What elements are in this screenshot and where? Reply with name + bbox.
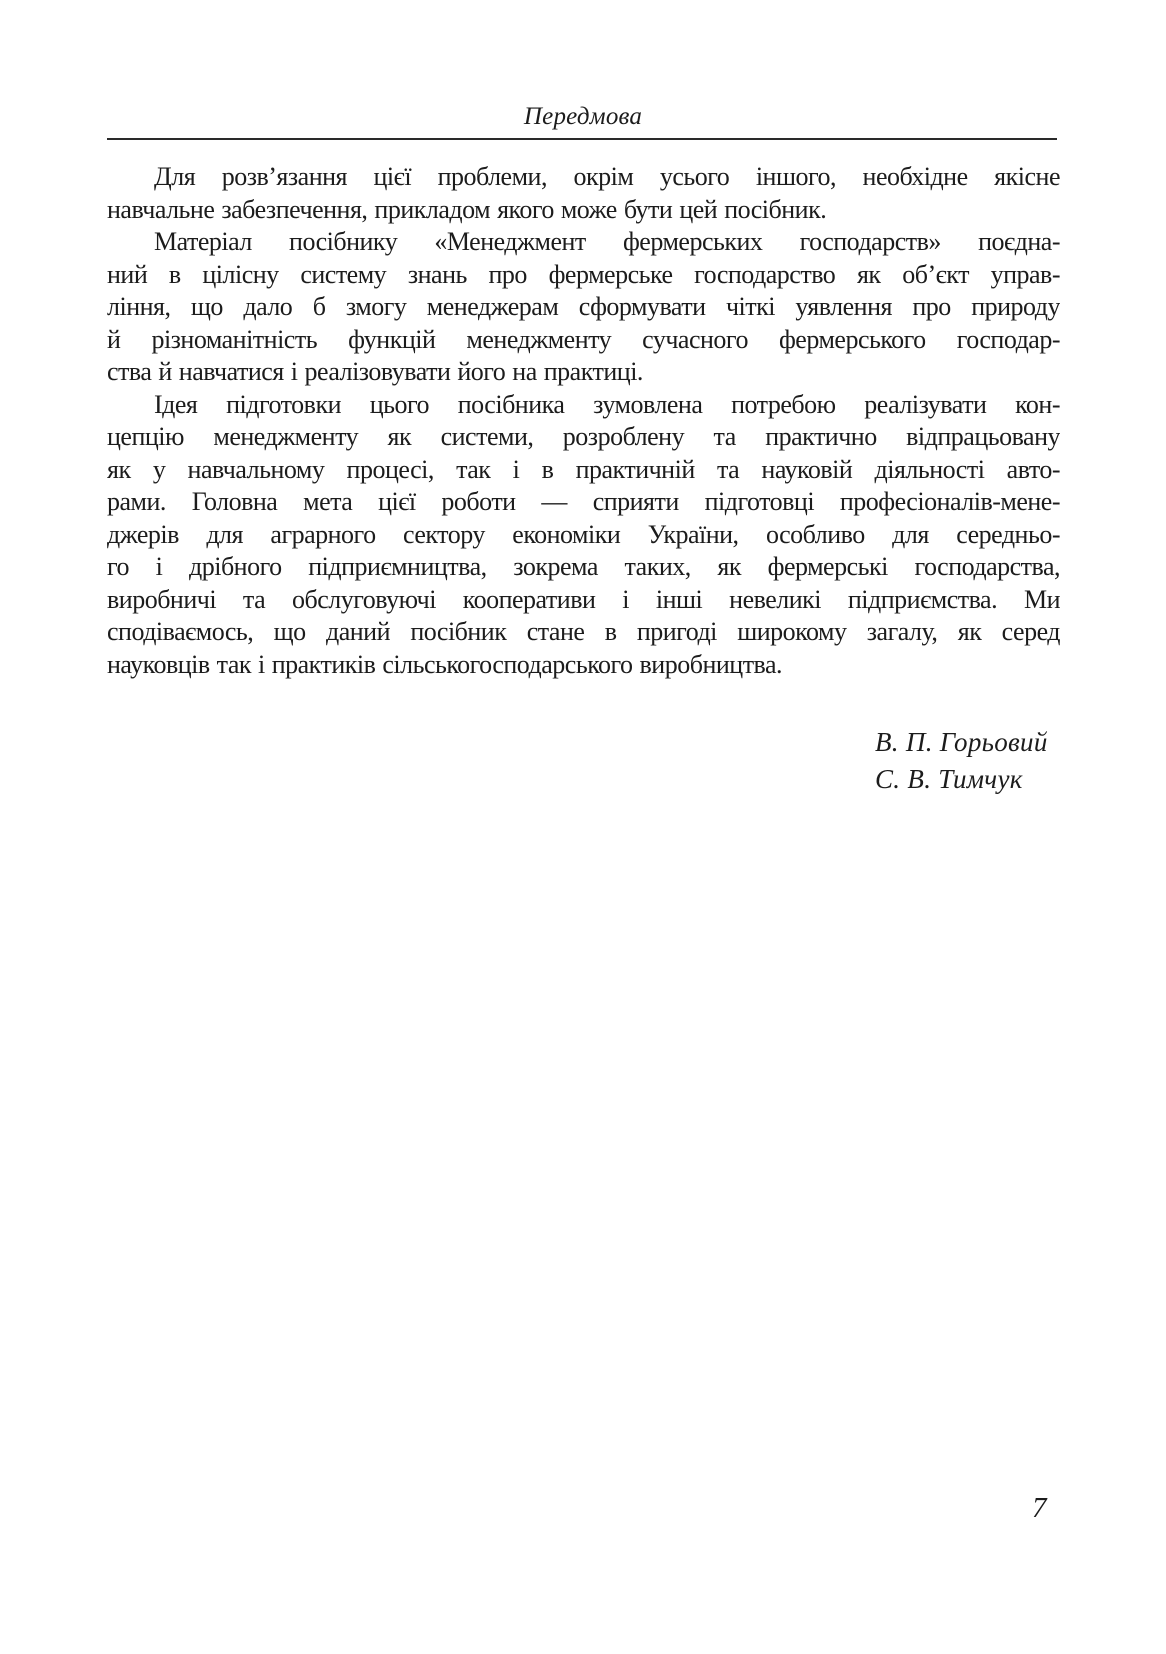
paragraph-line: рами. Головна мета цієї роботи — сприяти підготовці професіоналів-мене- xyxy=(107,487,1060,516)
body-text xyxy=(107,161,1060,681)
paragraph-line: го і дрібного підприємництва, зокрема таких, як фермерські господарства, xyxy=(107,552,1060,581)
page-number: 7 xyxy=(1032,1492,1047,1524)
author-signature: В. П. Горьовий xyxy=(875,727,1048,757)
paragraph-line: Матеріал посібнику «Менеджмент фермерських господарств» поєдна- xyxy=(154,227,1060,256)
paragraph-line: ління, що дало б змогу менеджерам сформувати чіткі уявлення про природу xyxy=(107,292,1060,321)
paragraph-line: ний в цілісну систему знань про фермерське господарство як об’єкт управ- xyxy=(107,259,1060,289)
paragraph-line: цепцію менеджменту як системи, розроблену та практично відпрацьовану xyxy=(107,422,1060,451)
paragraph-line: Для розв’язання цієї проблеми, окрім усього іншого, необхідне якісне xyxy=(154,162,1060,191)
paragraph-line: й різноманітність функцій менеджменту сучасного фермерського господар- xyxy=(107,324,1060,354)
paragraph-line: як у навчальному процесі, так і в практичній та науковій діяльності авто- xyxy=(107,454,1060,484)
paragraph-line: виробничі та обслуговуючі кооперативи і інші невеликі підприємства. Ми xyxy=(107,584,1060,614)
paragraph-line: ства й навчатися і реалізовувати його на практиці. xyxy=(107,357,643,386)
author-signature: С. В. Тимчук xyxy=(875,764,1023,794)
paragraph-line: науковців так і практиків сільськогосподарського виробництва. xyxy=(107,649,783,679)
paragraph-line: сподіваємось, що даний посібник стане в пригоді широкому загалу, як серед xyxy=(107,617,1060,646)
paragraph-line: Ідея підготовки цього посібника зумовлена потребою реалізувати кон- xyxy=(154,389,1060,419)
author-signatures xyxy=(875,724,1048,798)
running-head-title: Передмова xyxy=(523,103,643,130)
paragraph-line: навчальне забезпечення, прикладом якого може бути цей посібник. xyxy=(107,194,827,224)
header-rule-divider xyxy=(107,138,1057,140)
paragraph-line: джерів для аграрного сектору економіки України, особливо для середньо- xyxy=(107,519,1060,549)
